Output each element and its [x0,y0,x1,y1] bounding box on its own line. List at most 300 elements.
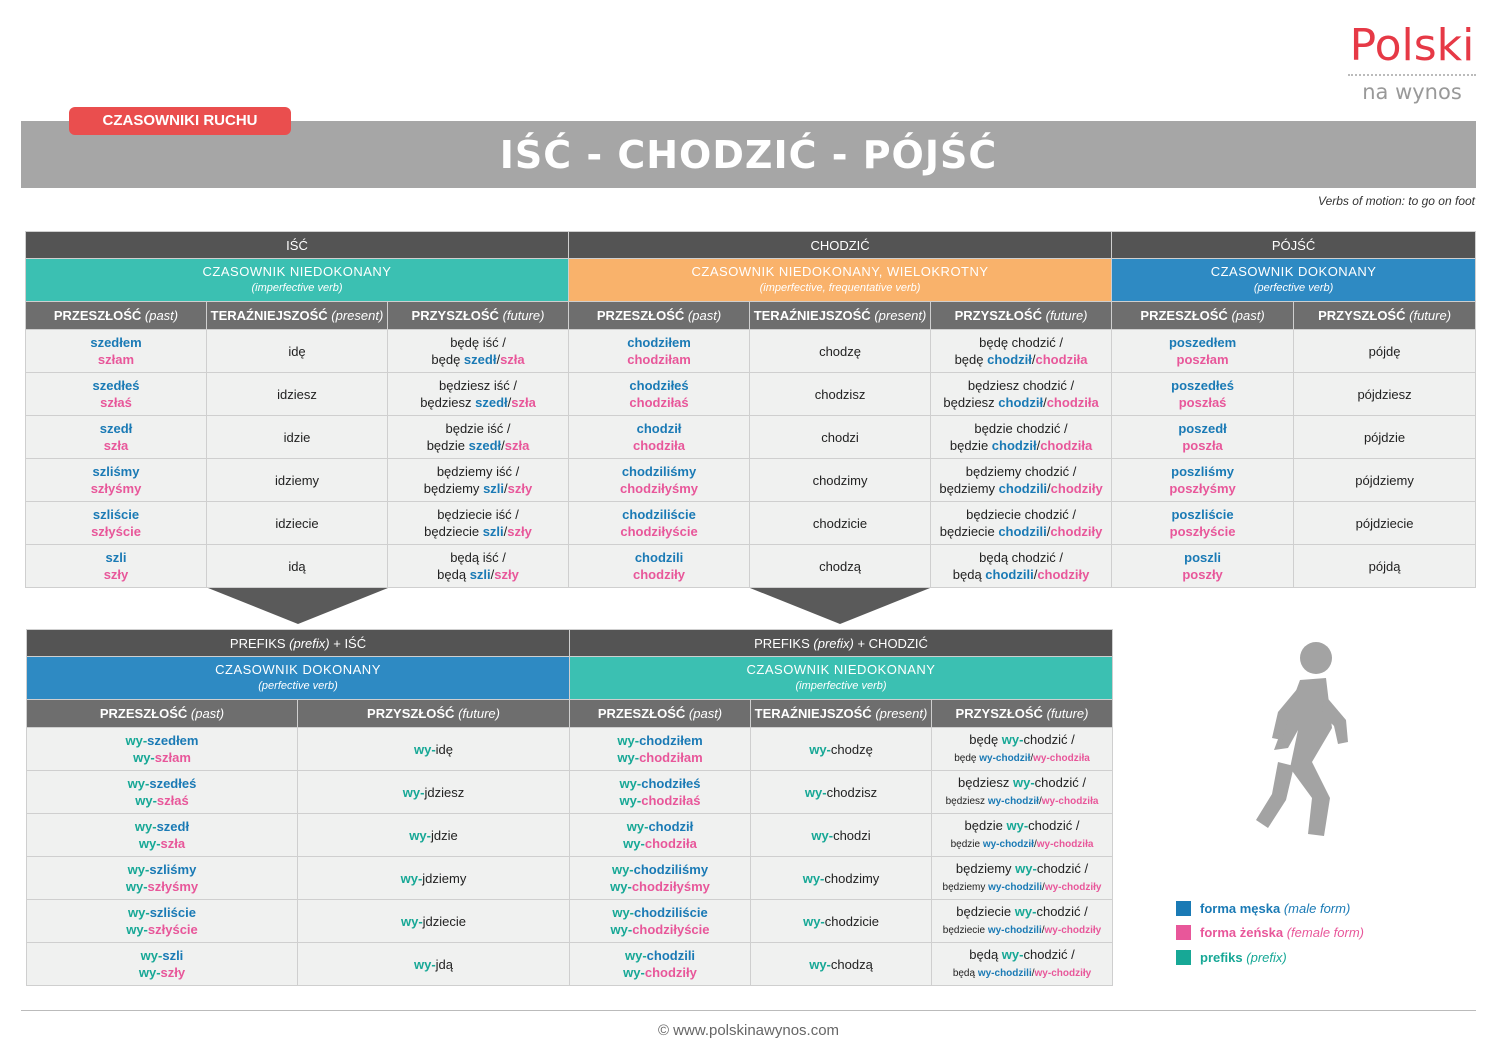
prefix: wy- [809,956,831,972]
female-form: szły [160,965,186,980]
female-form: wy-chodziły [1044,925,1102,936]
male-form: chodziliśmy [621,464,697,479]
prefix: wy- [1014,904,1037,919]
cell-future: będzie chodzić / będzie chodził/chodziła [931,416,1112,459]
prefix-group-header-row [27,630,1113,657]
present-form: chodzimy [824,870,880,886]
female-form: chodziły [644,965,697,980]
present-form: idę [288,343,306,359]
prefix: wy- [138,965,161,980]
present-form: idziesz [277,386,317,402]
legend-item-male: forma męska (male form) [1176,900,1350,916]
tense-past: PRZESZŁOŚĆ (past) [570,700,751,728]
future-form: chodzić / [1036,861,1089,876]
female-form: szłyście [147,922,198,937]
tense-future: PRZYSZŁOŚĆ (future) [931,302,1112,330]
male-form: szedł [99,421,133,436]
cell-present [751,857,932,900]
cell-past [570,857,751,900]
female-form: poszłaś [1178,395,1227,410]
prefix: wy- [134,819,157,834]
female-form: chodziłaś [641,793,701,808]
male-form: szedł [156,819,190,834]
female-form: chodziłam [627,352,691,367]
female-form: poszłam [1176,352,1229,367]
future-aux: będziecie [956,904,1012,919]
cell-future [298,728,570,771]
female-form: szły [494,567,519,582]
prefix: wy- [1006,818,1029,833]
present-form: chodzę [830,741,873,757]
prefix: wy- [1001,732,1024,747]
male-form: szedłeś [149,776,197,791]
future-form: pójdą [1368,558,1401,574]
prefix: wy- [811,827,834,843]
tense-past: PRZESZŁOŚĆ (past) [26,302,207,330]
male-form: wy-chodzili [988,882,1043,893]
prefix: wy- [1012,775,1035,790]
male-form: szliście [92,507,140,522]
future-form: jdziemy [422,870,467,886]
aspect-translation: (imperfective verb) [251,282,343,294]
male-form: chodził [648,819,694,834]
aspect-label: CZASOWNIK NIEDOKONANY [746,662,936,677]
male-form: szedł [475,395,508,410]
male-form: szedłem [90,335,142,350]
present-form: chodzicie [824,913,879,929]
cell-future: będą iść / będą szli/szły [388,545,569,588]
male-form: wy-chodzili [987,925,1042,936]
male-form: chodziłem [627,335,691,350]
prefix: wy- [138,836,161,851]
cell-past [570,814,751,857]
male-form: chodzili [634,550,684,565]
cell-past [570,943,751,986]
prefix: wy- [802,870,825,886]
future-form: będziesz iść / [438,378,518,393]
male-form: poszliśmy [1171,464,1234,479]
future-form: będziecie iść / [437,507,519,522]
prefix: wy- [619,793,642,808]
aspect-translation: (imperfective verb) [795,680,887,692]
present-form: chodzi [821,429,859,445]
future-aux: będziesz [420,395,472,410]
tense-present: TERAŹNIEJSZOŚĆ (present) [751,700,932,728]
future-form: pójdzie [1363,429,1406,445]
cell-future: będziecie wy-chodzić / będziecie wy-chodzili/wy-chodziły [932,900,1113,943]
female-form: szłaś [100,395,132,410]
future-form: chodzić / [1036,904,1088,919]
female-form: chodziła [1040,438,1093,453]
cell-future [298,900,570,943]
cell-past [570,771,751,814]
aspect-row [27,657,1113,700]
tense-past: PRZESZŁOŚĆ (past) [1112,302,1294,330]
future-form: chodzić / [1023,947,1075,962]
legend-item-prefix: prefiks (prefix) [1176,949,1287,965]
female-form: poszły [1182,567,1223,582]
present-form: chodzimy [812,472,868,488]
male-form: poszliście [1171,507,1234,522]
prefix: wy- [610,879,632,894]
female-form: wy-chodziły [1044,882,1102,893]
prefix: wy- [127,776,150,791]
future-aux: będzie [949,438,989,453]
male-form: wy-chodził [987,796,1039,807]
legend-swatch [1176,925,1191,940]
male-form: szli [105,550,127,565]
male-form: chodziłem [639,733,703,748]
group-isc: IŚĆ [26,232,569,259]
present-form: chodzę [819,343,861,359]
future-form: jdzie [430,827,458,843]
male-form: chodziłeś [641,776,701,791]
tense-present: TERAŹNIEJSZOŚĆ (present) [207,302,388,330]
cell-future [298,771,570,814]
future-form: będziemy iść / [436,464,520,479]
future-form: będziecie chodzić / [966,507,1076,522]
prefix: wy- [617,733,640,748]
male-form: szedłeś [92,378,140,393]
present-form: idziecie [275,515,319,531]
aspect-label: CZASOWNIK DOKONANY [215,662,381,677]
tense-past: PRZESZŁOŚĆ (past) [569,302,750,330]
logo-subtext: na wynos [1362,80,1462,104]
prefix: wy- [402,784,425,800]
male-form: poszedł [1178,421,1227,436]
cell-future: będą chodzić / będą chodzili/chodziły [931,545,1112,588]
prefix: wy- [809,741,831,757]
cell-present [751,900,932,943]
cell-future: będziesz wy-chodzić / będziesz wy-chodził/wy-chodziła [932,771,1113,814]
future-aux: będziecie [424,524,480,539]
female-form: szłaś [156,793,189,808]
future-form: będę chodzić / [979,335,1063,350]
walking-person-icon [1228,638,1368,838]
female-form: chodziła [1046,395,1099,410]
future-form: chodzić / [1034,775,1086,790]
aspect-translation: (imperfective, frequentative verb) [759,282,921,294]
present-form: idziemy [274,472,320,488]
male-form: chodził [636,421,682,436]
present-form: chodzisz [814,386,866,402]
future-aux: będę [431,352,461,367]
female-form: chodziła [633,438,686,453]
future-aux: będą [952,567,982,582]
tense-present: TERAŹNIEJSZOŚĆ (present) [750,302,931,330]
group-pojsc: PÓJŚĆ [1112,232,1476,259]
prefix: wy- [610,922,633,937]
future-aux: będzie [950,839,981,850]
aspect-prefix-isc [27,657,570,700]
male-form: chodził [987,352,1032,367]
future-form: idę [435,741,454,757]
cell-future [298,857,570,900]
conjugation-table-prefix [26,629,1113,986]
prefix: wy- [617,750,640,765]
female-form: wy-chodziła [1041,796,1099,807]
future-aux: będą [969,947,999,962]
male-form: szli [482,524,504,539]
group-prefix-isc: PREFIKS (prefix) + IŚĆ [27,630,570,657]
cell-present [751,728,932,771]
male-form: poszedłeś [1171,378,1234,393]
future-form: pójdziesz [1357,386,1412,402]
female-form: wy-chodziły [1034,968,1092,979]
female-form: szłyśmy [147,879,199,894]
male-form: chodziliście [622,507,696,522]
future-aux: będziecie [939,524,995,539]
future-form: będą iść / [450,550,506,565]
prefix: wy- [140,948,163,963]
aspect-label: CZASOWNIK DOKONANY [1210,264,1377,279]
cell-past [27,900,298,943]
male-form: chodzili [998,481,1048,496]
male-form: poszedłem [1168,335,1237,350]
prefix: wy- [626,819,649,834]
table-row [27,771,1113,814]
present-form: chodzisz [826,784,878,800]
cell-present [751,814,932,857]
female-form: szła [504,438,530,453]
female-form: chodziły [1037,567,1090,582]
prefix: wy- [612,905,634,920]
cell-past [27,771,298,814]
aspect-translation: (perfective verb) [258,680,338,692]
male-form: szli [469,567,491,582]
present-form: idzie [283,429,311,445]
future-aux: będziemy [423,481,480,496]
female-form: chodziły [633,567,686,582]
female-form: szły [507,524,532,539]
table-row [27,943,1113,986]
male-form: szli [483,481,505,496]
female-form: wy-chodziła [1033,753,1090,764]
logo-text: Polski [1349,20,1475,71]
cell-future: będziemy wy-chodzić / będziemy wy-chodzili/wy-chodziły [932,857,1113,900]
future-form: będą chodzić / [979,550,1063,565]
male-form: chodziłeś [629,378,689,393]
female-form: chodziła [644,836,697,851]
cell-future: będę iść / będę szedł/szła [388,330,569,373]
cell-future: będziesz iść / będziesz szedł/szła [388,373,569,416]
future-form: jdziesz [424,784,465,800]
present-form: chodzą [819,558,861,574]
cell-future: będziesz chodzić / będziesz chodził/chodziła [931,373,1112,416]
prefix: wy- [619,776,642,791]
group-chodzic: CHODZIĆ [569,232,1112,259]
female-form: chodziły [1050,524,1103,539]
legend-swatch [1176,950,1191,965]
tense-past: PRZESZŁOŚĆ (past) [27,700,298,728]
male-form: chodził [991,438,1037,453]
cell-past [27,814,298,857]
future-aux: będziesz [943,395,995,410]
future-form: jdziecie [422,913,467,929]
cell-future: będziemy iść / będziemy szli/szły [388,459,569,502]
male-form: wy-chodzili [977,968,1032,979]
tense-future: PRZYSZŁOŚĆ (future) [298,700,570,728]
category-badge: CZASOWNIKI RUCHU [69,107,291,135]
male-form: szedłem [147,733,199,748]
female-form: szłyśmy [90,481,142,496]
male-form: chodzili [998,524,1047,539]
cell-future: będziecie chodzić / będziecie chodzili/chodziły [931,502,1112,545]
aspect-label: CZASOWNIK NIEDOKONANY, WIELOKROTNY [691,264,989,279]
future-aux: będę [954,753,977,764]
female-form: chodziła [1035,352,1088,367]
female-form: poszłyście [1169,524,1236,539]
future-form: pójdę [1368,343,1401,359]
aspect-translation: (perfective verb) [1253,282,1334,294]
future-aux: będę [954,352,984,367]
cell-past [570,728,751,771]
cell-past [570,900,751,943]
future-form: będziesz chodzić / [967,378,1075,393]
male-form: szliście [149,905,196,920]
cell-future: będą wy-chodzić / będą wy-chodzili/wy-chodziły [932,943,1113,986]
prefix: wy- [135,793,157,808]
future-aux: będzie [964,818,1003,833]
female-form: chodziłyście [632,922,710,937]
future-aux: będziemy [942,882,986,893]
future-aux: będą [952,968,976,979]
future-form: będę iść / [450,335,506,350]
cell-future [298,943,570,986]
future-form: będziemy chodzić / [965,464,1077,479]
future-aux: będziemy [939,481,996,496]
cell-future: będę wy-chodzić / będę wy-chodził/wy-chodziła [932,728,1113,771]
present-form: chodzi [833,827,871,843]
male-form: chodziliście [634,905,708,920]
female-form: szły [103,567,129,582]
tense-future: PRZYSZŁOŚĆ (future) [932,700,1113,728]
present-form: chodzą [830,956,873,972]
table-row [27,814,1113,857]
cell-future: będzie iść / będzie szedł/szła [388,416,569,459]
prefix: wy- [126,922,148,937]
prefix: wy- [413,956,436,972]
prefix: wy- [400,913,423,929]
female-form: chodziły [1050,481,1103,496]
cell-past [27,857,298,900]
male-form: szli [162,948,184,963]
prefix: wy- [624,948,647,963]
female-form: poszła [1182,438,1223,453]
female-form: chodziłyście [620,524,698,539]
table-row [27,728,1113,771]
future-form: chodzić / [1023,732,1075,747]
cell-present [751,943,932,986]
page-title: IŚĆ - CHODZIĆ - PÓJŚĆ [499,133,998,177]
future-form: pójdziemy [1355,472,1414,488]
future-form: pójdziecie [1355,515,1414,531]
male-form: chodził [998,395,1044,410]
prefix: wy- [803,913,825,929]
prefix: wy- [1001,947,1024,962]
prefix: wy- [133,750,155,765]
table-row [27,900,1113,943]
arrow-down-icon [750,588,930,624]
prefix: wy- [400,870,423,886]
cell-past [27,728,298,771]
male-form: szedł [468,438,502,453]
prefix: wy- [128,905,150,920]
footer-divider [21,1010,1476,1011]
future-aux: będziemy [955,861,1012,876]
future-aux: będę [969,732,999,747]
future-aux: będziesz [958,775,1010,790]
future-form: będzie chodzić / [974,421,1068,436]
prefix: wy- [1015,861,1037,876]
tense-header-row [27,700,1113,728]
male-form: poszli [1184,550,1221,565]
legend-swatch [1176,901,1191,916]
aspect-label: CZASOWNIK NIEDOKONANY [202,264,392,279]
prefix: wy- [409,827,431,843]
female-form: szłam [97,352,135,367]
female-form: szła [500,352,525,367]
future-form: jdą [435,956,454,972]
arrow-down-icon [208,588,388,624]
female-form: poszłyśmy [1169,481,1236,496]
table-row [27,857,1113,900]
female-form: chodziłam [639,750,703,765]
cell-future: będę chodzić / będę chodził/chodziła [931,330,1112,373]
female-form: szła [103,438,129,453]
male-form: szedł [463,352,497,367]
female-form: szłam [154,750,191,765]
future-aux: będą [437,567,467,582]
male-form: chodzili [646,948,696,963]
future-form: chodzić / [1028,818,1080,833]
tense-future: PRZYSZŁOŚĆ (future) [1294,302,1476,330]
male-form: szliśmy [92,464,140,479]
aspect-prefix-chodzic [570,657,1113,700]
cell-present [751,771,932,814]
female-form: szła [160,836,186,851]
prefix: wy- [623,965,645,980]
female-form: chodziłaś [629,395,689,410]
female-form: szły [507,481,533,496]
future-aux: będzie [426,438,465,453]
present-form: chodzicie [812,515,868,531]
prefix: wy- [623,836,645,851]
prefix: wy- [413,741,436,757]
female-form: chodziłyśmy [620,481,699,496]
footer-copyright: © www.polskinawynos.com [657,1022,840,1039]
female-form: wy-chodziła [1036,839,1094,850]
male-form: szliśmy [149,862,197,877]
cell-future: będziemy chodzić / będziemy chodzili/chodziły [931,459,1112,502]
male-form: wy-chodził [982,839,1034,850]
future-aux: będziesz [945,796,986,807]
female-form: chodziłyśmy [631,879,710,894]
male-form: chodzili [985,567,1034,582]
cell-past [27,943,298,986]
prefix: wy- [611,862,634,877]
future-aux: będziecie [942,925,986,936]
page-subtitle: Verbs of motion: to go on foot [1318,194,1475,208]
male-form: wy-chodził [979,753,1031,764]
cell-future: będziecie iść / będziecie szli/szły [388,502,569,545]
cell-future: będzie wy-chodzić / będzie wy-chodził/wy-chodziła [932,814,1113,857]
present-form: idą [288,558,306,574]
prefix: wy- [804,784,827,800]
tense-future: PRZYSZŁOŚĆ (future) [388,302,569,330]
cell-future [298,814,570,857]
future-form: będzie iść / [445,421,511,436]
